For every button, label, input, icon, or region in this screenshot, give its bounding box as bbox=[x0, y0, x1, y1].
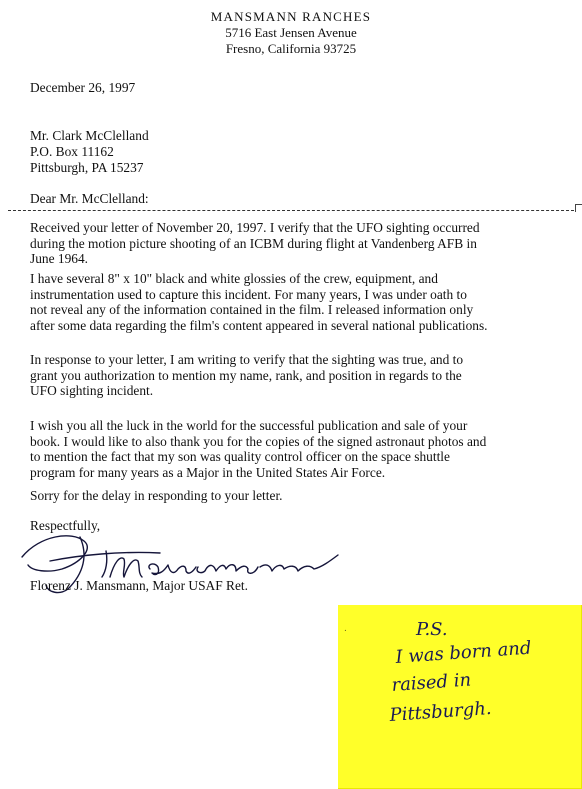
paragraph-line: grant you authorization to mention my name, rank, and position in regards to the bbox=[30, 367, 462, 383]
letterhead-name: MANSMANN RANCHES bbox=[210, 9, 372, 24]
paragraph-line: I have several 8" x 10" black and white glossies of the crew, equipment, and bbox=[30, 271, 438, 286]
paragraph-1 bbox=[30, 220, 555, 267]
postit-line-2: I was born and bbox=[394, 637, 533, 668]
letterhead-city: Fresno, California 93725 bbox=[225, 41, 357, 56]
recipient-po-box: P.O. Box 11162 bbox=[30, 144, 114, 159]
signature-block: Florenz J. Mansmann, Major USAF Ret. bbox=[30, 578, 248, 593]
recipient-address bbox=[30, 128, 149, 176]
paragraph-2 bbox=[30, 271, 555, 333]
postit-line-4: Pittsburgh. bbox=[388, 697, 493, 726]
complimentary-close: Respectfully, bbox=[30, 518, 101, 533]
paragraph-line: not reveal any of the information contained in the film. I released information only bbox=[30, 302, 474, 318]
postit-stray-mark: . bbox=[344, 624, 347, 634]
paragraph-line: after some data regarding the film's content appeared in several national publications. bbox=[30, 317, 488, 333]
letterhead bbox=[0, 8, 582, 57]
recipient-city: Pittsburgh, PA 15237 bbox=[30, 160, 144, 175]
paragraph-line: program for many years as a Major in the United States Air Force. bbox=[30, 464, 386, 480]
postit-line-3: raised in bbox=[390, 669, 472, 696]
letterhead-street: 5716 East Jensen Avenue bbox=[225, 25, 357, 40]
salutation: Dear Mr. McClelland: bbox=[30, 191, 149, 206]
paragraph-5 bbox=[30, 488, 555, 504]
paragraph-line: Sorry for the delay in responding to your letter. bbox=[30, 488, 283, 503]
paragraph-line: In response to your letter, I am writing to verify that the sighting was true, and to bbox=[30, 352, 464, 367]
postit-note bbox=[338, 605, 582, 789]
paragraph-line: UFO sighting incident. bbox=[30, 383, 154, 399]
postit-handwriting bbox=[338, 605, 582, 789]
recipient-name: Mr. Clark McClelland bbox=[30, 128, 149, 143]
paragraph-4 bbox=[30, 418, 555, 480]
fold-mark bbox=[575, 204, 582, 212]
paragraph-line: June 1964. bbox=[30, 251, 89, 267]
paragraph-line: to mention the fact that my son was quality control officer on the space shuttle bbox=[30, 449, 450, 465]
paragraph-3 bbox=[30, 352, 555, 399]
paragraph-line: instrumentation used to capture this incident. For many years, I was under oath to bbox=[30, 286, 467, 302]
paragraph-line: I wish you all the luck in the world for the successful publication and sale of your bbox=[30, 418, 468, 433]
paragraph-line: Received your letter of November 20, 1997. I verify that the UFO sighting occurred bbox=[30, 220, 480, 235]
paragraph-line: during the motion picture shooting of an ICBM during flight at Vandenberg AFB in bbox=[30, 235, 477, 251]
paragraph-line: book. I would like to also thank you for the copies of the signed astronaut photos and bbox=[30, 433, 487, 449]
postit-line-1: P.S. bbox=[416, 619, 448, 640]
fold-line bbox=[8, 210, 574, 211]
letter-date: December 26, 1997 bbox=[30, 80, 136, 95]
